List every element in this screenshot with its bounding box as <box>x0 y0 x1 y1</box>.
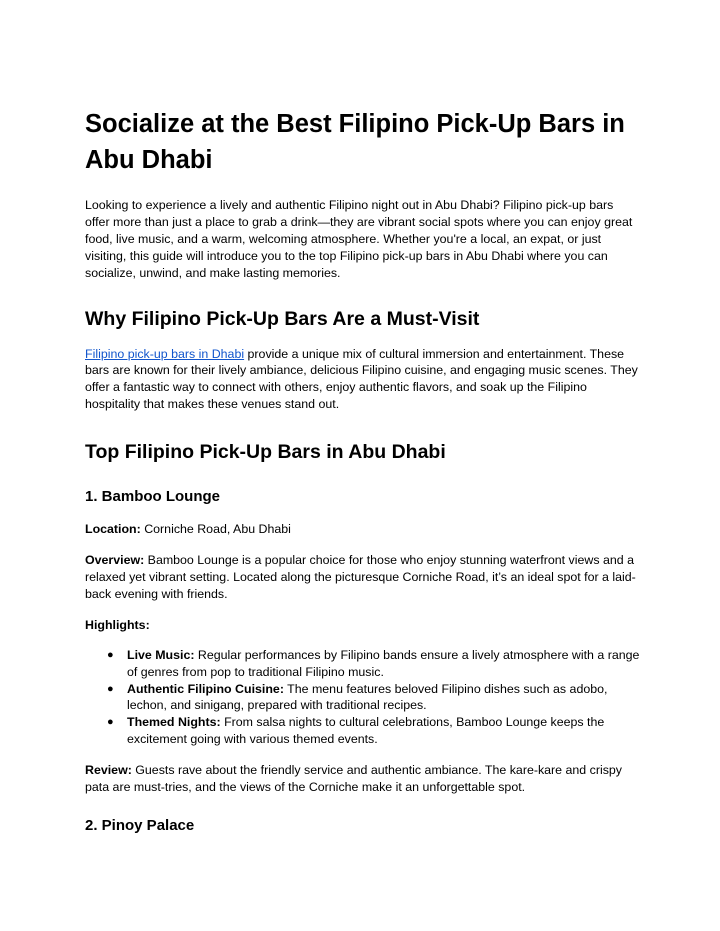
list-item <box>107 647 640 681</box>
review-label: Review: <box>85 763 132 778</box>
review-text: Guests rave about the friendly service and authentic ambiance. The kare-kare and crispy pata are must-tries, and the views of the Corniche make it an unforgettable spot. <box>85 763 622 795</box>
overview-text: Bamboo Lounge is a popular choice for those who enjoy stunning waterfront views and a relaxed yet vibrant setting. Located along the picturesque Corniche Road, it’s an ideal spot for a laid-back evening with friends. <box>85 553 636 601</box>
bullet-icon: ● <box>107 682 114 695</box>
list-item <box>107 681 640 715</box>
page-title: Socialize at the Best Filipino Pick-Up Bars in Abu Dhabi <box>85 110 625 174</box>
why-paragraph <box>85 346 640 414</box>
highlights-list <box>85 647 640 748</box>
list-item <box>107 714 640 748</box>
bar-heading-bamboo-lounge: 1. Bamboo Lounge <box>85 488 220 506</box>
bullet-icon: ● <box>107 716 114 729</box>
location-line <box>85 521 640 538</box>
highlight-text: The menu features beloved Filipino dishes such as adobo, lechon, and sinigang, prepared with traditional recipes. <box>127 681 608 713</box>
top-bars-heading: Top Filipino Pick-Up Bars in Abu Dhabi <box>85 441 446 464</box>
highlight-text: From salsa nights to cultural celebrations, Bamboo Lounge keeps the excitement going with various themed events. <box>127 715 605 747</box>
highlight-label: Authentic Filipino Cuisine: <box>127 681 284 696</box>
highlight-label: Themed Nights: <box>127 715 221 730</box>
bar-heading-pinoy-palace: 2. Pinoy Palace <box>85 816 195 834</box>
location-label: Location: <box>85 522 141 537</box>
bullet-icon: ● <box>107 648 114 661</box>
overview-label: Overview: <box>85 553 145 568</box>
location-value: Corniche Road, Abu Dhabi <box>140 522 291 537</box>
article-body <box>85 106 640 836</box>
why-paragraph-text: provide a unique mix of cultural immersion and entertainment. These bars are known for their lively ambiance, delicious Filipino cuisine, and engaging music scenes. They offer a fantastic way to connect with others, enjoy authentic flavors, and soak up the Filipino hospitality that makes these venues stand out. <box>85 346 638 412</box>
filipino-bars-link[interactable]: Filipino pick-up bars in Dhabi <box>85 346 245 361</box>
overview-paragraph <box>85 552 640 603</box>
highlights-label-text: Highlights: <box>85 617 150 632</box>
highlight-text: Regular performances by Filipino bands ensure a lively atmosphere with a range of genres from pop to traditional Filipino music. <box>127 647 640 679</box>
intro-paragraph: Looking to experience a lively and authentic Filipino night out in Abu Dhabi? Filipino pick-up bars offer more than just a place to grab a drink—they are vibrant social spots where you can enjoy great food, live music, and a warm, welcoming atmosphere. Whether you're a local, an expat, or just visiting, this guide will introduce you to the top Filipino pick-up bars in Abu Dhabi where you can socialize, unwind, and make lasting memories. <box>85 198 633 280</box>
highlight-label: Live Music: <box>127 647 195 662</box>
why-heading: Why Filipino Pick-Up Bars Are a Must-Visit <box>85 307 480 330</box>
highlights-label <box>85 617 640 634</box>
review-paragraph <box>85 762 640 796</box>
